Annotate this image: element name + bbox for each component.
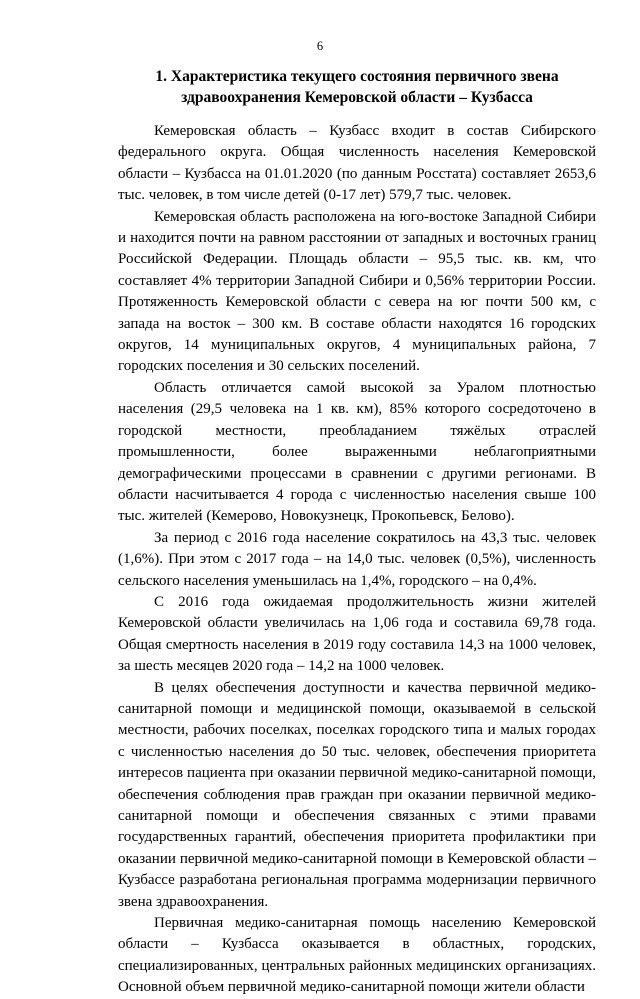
paragraph-life-expectancy: С 2016 года ожидаемая продолжительность жизни жителей Кемеровской области увеличилась на 1,06 года и составила 69,78 года. Общая смертность населения в 2019 году составила 14,3 на 1000 человек, за шесть месяцев 2020 года – 14,2 на 1000 человек. [118, 593, 596, 675]
paragraph-geography: Кемеровская область расположена на юго-востоке Западной Сибири и находится почти на равном расстоянии от западных и восточных границ Российской Федерации. Площадь области – 95,5 тыс. кв. км, что составляет 4% территории Западной Сибири и 0,56% территории России. Протяженность Кемеровской области с севера на юг почти 500 км, с запада на восток – 300 км. В составе области находятся 16 городских округов, 14 муниципальных округов, 4 муниципальных района, 7 городских поселения и 30 сельских поселений. [118, 208, 596, 375]
paragraph-density: Область отличается самой высокой за Уралом плотностью населения (29,5 человека на 1 кв. км), 85% которого сосредоточено в городской местности, преобладанием тяжёлых отраслей промышленности, более выраженными неблагоприятными демографическими процессами в сравнении с другими регионами. В области насчитывается 4 города с численностью населения свыше 100 тыс. жителей (Кемерово, Новокузнецк, Прокопьевск, Белово). [118, 379, 596, 525]
section-heading-line-1: 1. Характеристика текущего состояния первичного звена [155, 68, 559, 85]
paragraph-primary-care: Первичная медико-санитарная помощь населению Кемеровской области – Кузбасса оказывается в областных, городских, специализированных, центральных районных медицинских организациях. Основной объем первичной медико-санитарной помощи жители области [118, 915, 596, 996]
paragraph-program-goals: В целях обеспечения доступности и качества первичной медико-санитарной помощи и медицинской помощи, оказываемой в сельской местности, рабочих поселках, поселках городского типа и малых городах с численностью населения до 50 тыс. человек, обеспечения приоритета интересов пациента при оказании первичной медико-санитарной помощи, обеспечения соблюдения прав граждан при оказании первичной медико-санитарной помощи и обеспечения связанных с этими правами государственных гарантий, обеспечения приоритета профилактики при оказании первичной медико-санитарной помощи в Кемеровской области – Кузбассе разработана региональная программа модернизации первичного звена здравоохранения. [118, 679, 596, 910]
body-text [118, 121, 596, 999]
paragraph-population: Кемеровская область – Кузбасс входит в состав Сибирского федерального округа. Общая численность населения Кемеровской области – Кузбасса на 01.01.2020 (по данным Росстата) составляет 2653,6 тыс. человек, в том числе детей (0-17 лет) 579,7 тыс. человек. [118, 123, 596, 204]
page-number: 6 [316, 39, 324, 53]
section-heading [118, 66, 596, 108]
section-heading-line-2: здравоохранения Кемеровской области – Кузбасса [181, 89, 533, 106]
paragraph-population-change: За период с 2016 года население сократилось на 43,3 тыс. человек (1,6%). При этом с 2017 года – на 14,0 тыс. человек (0,5%), численность сельского населения уменьшилась на 1,4%, городского – на 0,4%. [118, 529, 596, 589]
